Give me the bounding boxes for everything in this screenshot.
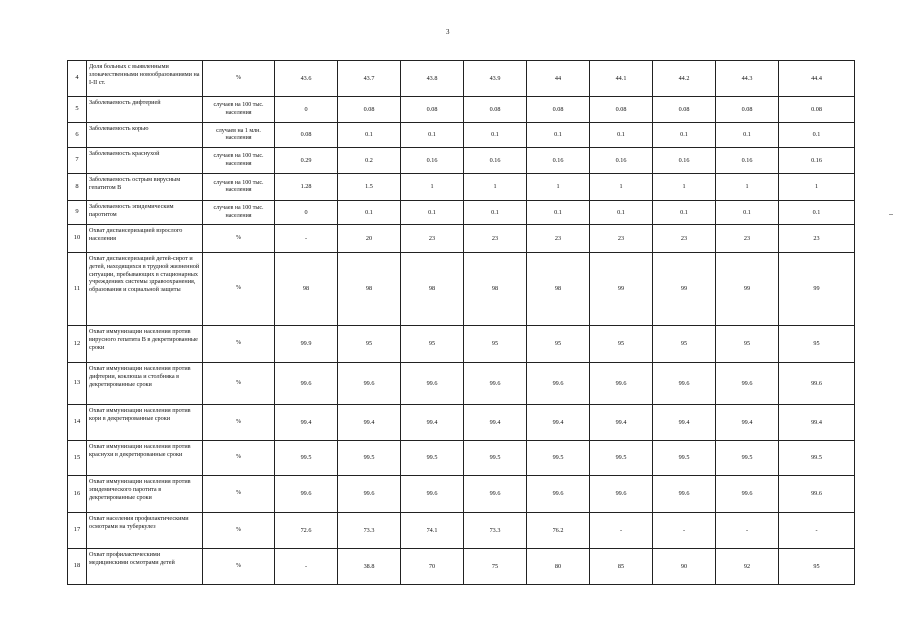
table-row — [68, 405, 855, 441]
value-cell: 99.5 — [338, 441, 401, 476]
value-cell: 99.4 — [653, 405, 716, 441]
value-cell: 99.5 — [275, 441, 338, 476]
value-cell: 76.2 — [527, 513, 590, 549]
value-cell: 44.4 — [779, 61, 855, 97]
value-cell: 99.6 — [590, 476, 653, 513]
value-cell: 0.1 — [401, 201, 464, 225]
value-cell: 0.1 — [464, 123, 527, 148]
page-number: 3 — [446, 28, 450, 36]
value-cell: 1 — [464, 174, 527, 201]
value-cell: 0.2 — [338, 148, 401, 174]
value-cell: 1 — [653, 174, 716, 201]
value-cell: 99.6 — [779, 476, 855, 513]
unit-cell: случаев на 100 тыс. населения — [203, 97, 275, 123]
value-cell: 99 — [779, 253, 855, 326]
value-cell: 0 — [275, 201, 338, 225]
value-cell: 0.08 — [464, 97, 527, 123]
value-cell: 72.6 — [275, 513, 338, 549]
value-cell: 95 — [779, 326, 855, 363]
unit-cell: % — [203, 549, 275, 585]
unit-cell: % — [203, 61, 275, 97]
value-cell: 95 — [401, 326, 464, 363]
row-number: 16 — [68, 476, 87, 513]
value-cell: 0.1 — [653, 201, 716, 225]
row-number: 8 — [68, 174, 87, 201]
value-cell: 99 — [590, 253, 653, 326]
value-cell: 90 — [653, 549, 716, 585]
value-cell: 99.6 — [275, 476, 338, 513]
value-cell: 99.6 — [590, 363, 653, 405]
indicator-name: Охват иммунизации населения против вирусного гепатита В в декретированные сроки — [87, 326, 203, 363]
value-cell: 99.6 — [653, 363, 716, 405]
value-cell: 98 — [464, 253, 527, 326]
unit-cell: % — [203, 405, 275, 441]
value-cell: 98 — [338, 253, 401, 326]
value-cell: 99.6 — [716, 363, 779, 405]
indicator-name: Доля больных с выявленными злокачественными новообразованиями на I-II ст. — [87, 61, 203, 97]
table-row — [68, 253, 855, 326]
table-row — [68, 513, 855, 549]
table-row — [68, 225, 855, 253]
row-number: 4 — [68, 61, 87, 97]
value-cell: 23 — [590, 225, 653, 253]
value-cell: 0.16 — [716, 148, 779, 174]
value-cell: 98 — [401, 253, 464, 326]
indicator-name: Охват иммунизации населения против краснухи в декретированные сроки — [87, 441, 203, 476]
unit-cell: % — [203, 513, 275, 549]
value-cell: 99.6 — [338, 363, 401, 405]
value-cell: 1 — [527, 174, 590, 201]
value-cell: 99.6 — [527, 476, 590, 513]
value-cell: 0.1 — [338, 201, 401, 225]
value-cell: 0.1 — [716, 201, 779, 225]
value-cell: 95 — [716, 326, 779, 363]
value-cell: 99.6 — [653, 476, 716, 513]
value-cell: 0.16 — [527, 148, 590, 174]
table-row — [68, 123, 855, 148]
value-cell: 0.08 — [653, 97, 716, 123]
value-cell: 99.9 — [275, 326, 338, 363]
value-cell: 73.3 — [464, 513, 527, 549]
value-cell: 95 — [779, 549, 855, 585]
value-cell: 99.5 — [464, 441, 527, 476]
value-cell: 99.6 — [401, 476, 464, 513]
value-cell: - — [653, 513, 716, 549]
indicator-name: Охват диспансеризацией взрослого населения — [87, 225, 203, 253]
value-cell: 23 — [716, 225, 779, 253]
value-cell: 23 — [527, 225, 590, 253]
value-cell: 1 — [716, 174, 779, 201]
value-cell: 0.1 — [590, 201, 653, 225]
table-row — [68, 549, 855, 585]
indicator-name: Охват населения профилактическими осмотрами на туберкулез — [87, 513, 203, 549]
value-cell: 99.4 — [464, 405, 527, 441]
value-cell: 44.2 — [653, 61, 716, 97]
value-cell: 70 — [401, 549, 464, 585]
value-cell: 43.6 — [275, 61, 338, 97]
indicator-name: Заболеваемость дифтерией — [87, 97, 203, 123]
value-cell: 74.1 — [401, 513, 464, 549]
table-row — [68, 61, 855, 97]
value-cell: 44.3 — [716, 61, 779, 97]
value-cell: 99.6 — [464, 363, 527, 405]
indicators-table — [67, 60, 855, 585]
value-cell: 95 — [464, 326, 527, 363]
value-cell: 95 — [590, 326, 653, 363]
value-cell: 99 — [653, 253, 716, 326]
value-cell: 0 — [275, 97, 338, 123]
value-cell: 0.1 — [527, 123, 590, 148]
value-cell: 0.08 — [779, 97, 855, 123]
value-cell: 0.1 — [464, 201, 527, 225]
row-number: 13 — [68, 363, 87, 405]
value-cell: 0.1 — [527, 201, 590, 225]
unit-cell: % — [203, 476, 275, 513]
value-cell: - — [716, 513, 779, 549]
indicator-name: Заболеваемость краснухой — [87, 148, 203, 174]
unit-cell: % — [203, 363, 275, 405]
value-cell: 0.1 — [716, 123, 779, 148]
indicator-name: Охват профилактическими медицинскими осмотрами детей — [87, 549, 203, 585]
value-cell: 0.08 — [716, 97, 779, 123]
value-cell: 95 — [527, 326, 590, 363]
value-cell: 95 — [338, 326, 401, 363]
value-cell: 92 — [716, 549, 779, 585]
row-number: 18 — [68, 549, 87, 585]
table-row — [68, 201, 855, 225]
value-cell: 75 — [464, 549, 527, 585]
value-cell: 20 — [338, 225, 401, 253]
value-cell: 95 — [653, 326, 716, 363]
indicator-name: Заболеваемость корью — [87, 123, 203, 148]
value-cell: 99.6 — [527, 363, 590, 405]
value-cell: 99.6 — [338, 476, 401, 513]
value-cell: 99.5 — [401, 441, 464, 476]
value-cell: 99.5 — [653, 441, 716, 476]
value-cell: 99.4 — [338, 405, 401, 441]
row-number: 10 — [68, 225, 87, 253]
value-cell: 23 — [653, 225, 716, 253]
unit-cell: случаев на 100 тыс. населения — [203, 174, 275, 201]
table-row — [68, 363, 855, 405]
row-number: 6 — [68, 123, 87, 148]
value-cell: 99.5 — [779, 441, 855, 476]
value-cell: 99.4 — [716, 405, 779, 441]
value-cell: 99.6 — [401, 363, 464, 405]
value-cell: 0.1 — [779, 201, 855, 225]
indicator-name: Охват иммунизации населения против эпидемического паротита в декретированные сроки — [87, 476, 203, 513]
value-cell: - — [275, 549, 338, 585]
value-cell: 99.6 — [275, 363, 338, 405]
value-cell: 1 — [590, 174, 653, 201]
value-cell: 0.1 — [653, 123, 716, 148]
value-cell: 44 — [527, 61, 590, 97]
value-cell: 98 — [275, 253, 338, 326]
value-cell: 0.08 — [590, 97, 653, 123]
value-cell: 99.5 — [527, 441, 590, 476]
unit-cell: случаев на 1 млн. населения — [203, 123, 275, 148]
unit-cell: случаев на 100 тыс. населения — [203, 148, 275, 174]
value-cell: - — [590, 513, 653, 549]
value-cell: 0.08 — [338, 97, 401, 123]
value-cell: 99.4 — [527, 405, 590, 441]
value-cell: - — [275, 225, 338, 253]
value-cell: 99.6 — [716, 476, 779, 513]
value-cell: 1.28 — [275, 174, 338, 201]
indicator-name: Охват иммунизации населения против дифтерии, коклюша и столбняка в декретированные сроки — [87, 363, 203, 405]
value-cell: 99.5 — [716, 441, 779, 476]
unit-cell: % — [203, 326, 275, 363]
indicator-name: Охват диспансеризацией детей-сирот и детей, находящихся в трудной жизненной ситуации, пребывающих в стационарных учреждениях системы здравоохранения, образования и социальной защиты — [87, 253, 203, 326]
unit-cell: % — [203, 225, 275, 253]
value-cell: 43.8 — [401, 61, 464, 97]
value-cell: 0.1 — [338, 123, 401, 148]
value-cell: 99.4 — [779, 405, 855, 441]
row-number: 15 — [68, 441, 87, 476]
row-number: 7 — [68, 148, 87, 174]
value-cell: 99.4 — [590, 405, 653, 441]
value-cell: 99.4 — [401, 405, 464, 441]
value-cell: 73.3 — [338, 513, 401, 549]
value-cell: 0.16 — [464, 148, 527, 174]
value-cell: 44.1 — [590, 61, 653, 97]
value-cell: 23 — [464, 225, 527, 253]
row-number: 11 — [68, 253, 87, 326]
value-cell: 23 — [779, 225, 855, 253]
value-cell: 1 — [401, 174, 464, 201]
value-cell: 0.1 — [779, 123, 855, 148]
unit-cell: % — [203, 441, 275, 476]
row-number: 14 — [68, 405, 87, 441]
table-row — [68, 326, 855, 363]
value-cell: 99.6 — [779, 363, 855, 405]
value-cell: 0.1 — [590, 123, 653, 148]
row-number: 5 — [68, 97, 87, 123]
value-cell: 99.4 — [275, 405, 338, 441]
value-cell: 0.16 — [401, 148, 464, 174]
indicator-name: Заболеваемость эпидемическим паротитом — [87, 201, 203, 225]
value-cell: 99.6 — [464, 476, 527, 513]
value-cell: 38.8 — [338, 549, 401, 585]
value-cell: 1.5 — [338, 174, 401, 201]
value-cell: 85 — [590, 549, 653, 585]
value-cell: 43.9 — [464, 61, 527, 97]
value-cell: 43.7 — [338, 61, 401, 97]
value-cell: 0.16 — [590, 148, 653, 174]
value-cell: 1 — [779, 174, 855, 201]
margin-mark — [889, 214, 893, 215]
value-cell: 0.16 — [653, 148, 716, 174]
value-cell: - — [779, 513, 855, 549]
value-cell: 0.1 — [401, 123, 464, 148]
row-number: 12 — [68, 326, 87, 363]
value-cell: 0.08 — [275, 123, 338, 148]
unit-cell: % — [203, 253, 275, 326]
value-cell: 0.29 — [275, 148, 338, 174]
row-number: 17 — [68, 513, 87, 549]
value-cell: 80 — [527, 549, 590, 585]
indicator-name: Охват иммунизации населения против кори в декретированные сроки — [87, 405, 203, 441]
value-cell: 98 — [527, 253, 590, 326]
row-number: 9 — [68, 201, 87, 225]
value-cell: 23 — [401, 225, 464, 253]
indicator-name: Заболеваемость острым вирусным гепатитом В — [87, 174, 203, 201]
table-row — [68, 476, 855, 513]
value-cell: 99.5 — [590, 441, 653, 476]
unit-cell: случаев на 100 тыс. населения — [203, 201, 275, 225]
value-cell: 0.08 — [401, 97, 464, 123]
table-row — [68, 174, 855, 201]
table-row — [68, 97, 855, 123]
table-row — [68, 441, 855, 476]
value-cell: 0.08 — [527, 97, 590, 123]
table-row — [68, 148, 855, 174]
value-cell: 99 — [716, 253, 779, 326]
value-cell: 0.16 — [779, 148, 855, 174]
